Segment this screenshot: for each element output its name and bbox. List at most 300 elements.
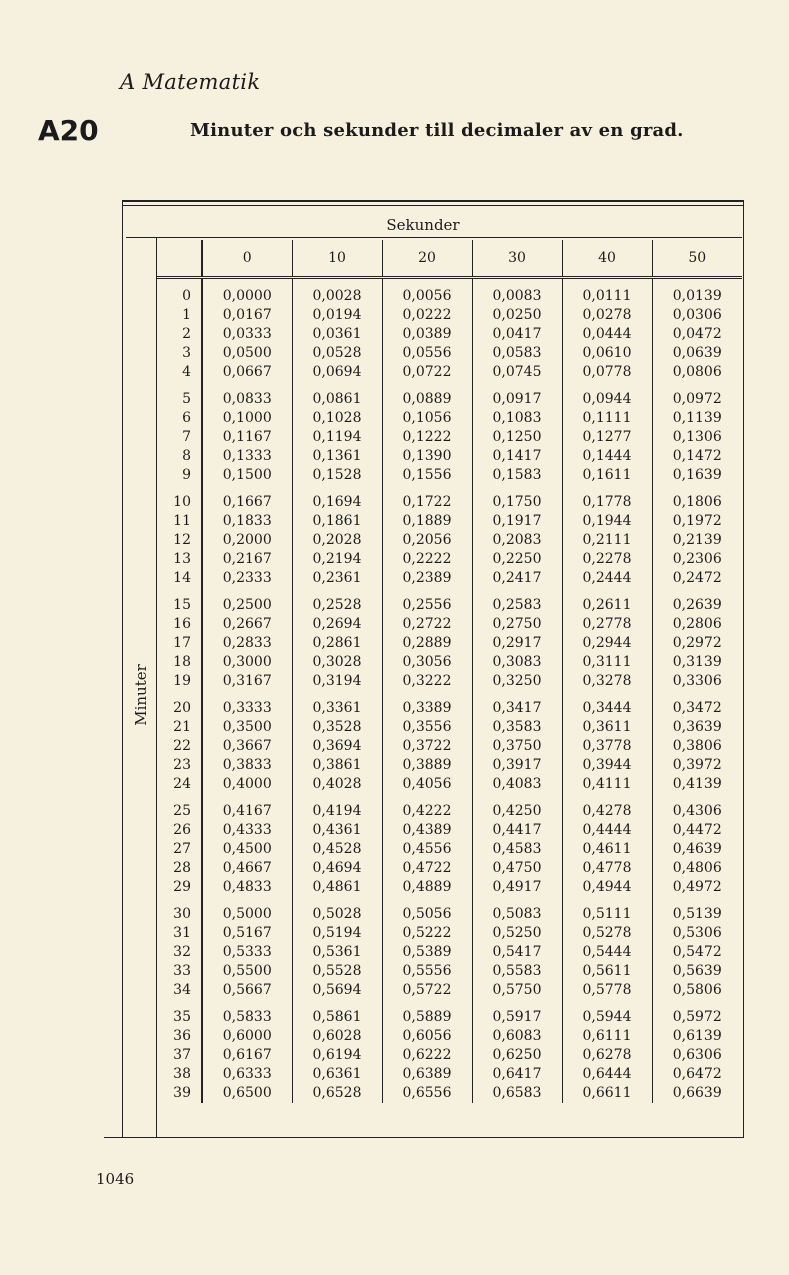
spacer-cell	[292, 588, 382, 596]
value-cell: 0,0167	[202, 306, 292, 325]
value-cell: 0,5944	[562, 1008, 652, 1027]
minute-cell: 8	[156, 447, 202, 466]
value-cell: 0,1806	[652, 493, 742, 512]
value-cell: 0,1611	[562, 466, 652, 485]
value-cell: 0,0278	[562, 306, 652, 325]
value-cell: 0,1694	[292, 493, 382, 512]
table-row	[156, 1046, 742, 1065]
value-cell: 0,5250	[472, 924, 562, 943]
value-cell: 0,4056	[382, 775, 472, 794]
value-cell: 0,4028	[292, 775, 382, 794]
table-row	[156, 531, 742, 550]
table-row	[156, 878, 742, 897]
value-cell: 0,4917	[472, 878, 562, 897]
value-cell: 0,4500	[202, 840, 292, 859]
spacer-cell	[562, 794, 652, 802]
spacer-cell	[202, 897, 292, 905]
value-cell: 0,1861	[292, 512, 382, 531]
spacer-cell	[292, 897, 382, 905]
value-cell: 0,4111	[562, 775, 652, 794]
minute-cell: 37	[156, 1046, 202, 1065]
value-cell: 0,5167	[202, 924, 292, 943]
value-cell: 0,4083	[472, 775, 562, 794]
value-cell: 0,2472	[652, 569, 742, 588]
spacer-cell	[202, 278, 292, 288]
value-cell: 0,2333	[202, 569, 292, 588]
value-cell: 0,3111	[562, 653, 652, 672]
spacer-cell	[382, 897, 472, 905]
value-cell: 0,1722	[382, 493, 472, 512]
value-cell: 0,5056	[382, 905, 472, 924]
value-cell: 0,0722	[382, 363, 472, 382]
spacer-cell	[562, 382, 652, 390]
value-cell: 0,0972	[652, 390, 742, 409]
value-cell: 0,0917	[472, 390, 562, 409]
table-row	[156, 596, 742, 615]
value-cell: 0,4667	[202, 859, 292, 878]
column-header-row	[156, 240, 742, 278]
table-row	[156, 390, 742, 409]
header-minutes-corner	[156, 240, 202, 278]
value-cell: 0,6306	[652, 1046, 742, 1065]
spacer-cell	[652, 588, 742, 596]
value-cell: 0,0944	[562, 390, 652, 409]
spacer-cell	[562, 1000, 652, 1008]
value-cell: 0,5194	[292, 924, 382, 943]
value-cell: 0,5361	[292, 943, 382, 962]
value-cell: 0,1361	[292, 447, 382, 466]
minute-cell: 20	[156, 699, 202, 718]
row-group-spacer	[156, 588, 742, 596]
spacer-cell	[156, 691, 202, 699]
value-cell: 0,3139	[652, 653, 742, 672]
value-cell: 0,5222	[382, 924, 472, 943]
value-cell: 0,5806	[652, 981, 742, 1000]
value-cell: 0,1083	[472, 409, 562, 428]
value-cell: 0,3861	[292, 756, 382, 775]
minute-cell: 33	[156, 962, 202, 981]
value-cell: 0,2139	[652, 531, 742, 550]
value-cell: 0,5444	[562, 943, 652, 962]
value-cell: 0,0083	[472, 287, 562, 306]
value-cell: 0,3083	[472, 653, 562, 672]
row-group-spacer	[156, 691, 742, 699]
spacer-cell	[562, 691, 652, 699]
value-cell: 0,2611	[562, 596, 652, 615]
value-cell: 0,6583	[472, 1084, 562, 1103]
value-cell: 0,4333	[202, 821, 292, 840]
value-cell: 0,4583	[472, 840, 562, 859]
spacer-cell	[156, 485, 202, 493]
value-cell: 0,4250	[472, 802, 562, 821]
value-cell: 0,3028	[292, 653, 382, 672]
value-cell: 0,6083	[472, 1027, 562, 1046]
value-cell: 0,1250	[472, 428, 562, 447]
value-cell: 0,5500	[202, 962, 292, 981]
value-cell: 0,3222	[382, 672, 472, 691]
column-header: 0	[202, 240, 292, 278]
value-cell: 0,3639	[652, 718, 742, 737]
minute-cell: 12	[156, 531, 202, 550]
value-cell: 0,0556	[382, 344, 472, 363]
value-cell: 0,5972	[652, 1008, 742, 1027]
table-row	[156, 1065, 742, 1084]
value-cell: 0,1222	[382, 428, 472, 447]
minute-cell: 26	[156, 821, 202, 840]
value-cell: 0,0639	[652, 344, 742, 363]
value-cell: 0,3806	[652, 737, 742, 756]
value-cell: 0,3972	[652, 756, 742, 775]
table-code: A20	[38, 114, 99, 147]
value-cell: 0,2583	[472, 596, 562, 615]
value-cell: 0,1000	[202, 409, 292, 428]
minute-cell: 24	[156, 775, 202, 794]
value-cell: 0,1333	[202, 447, 292, 466]
value-cell: 0,6472	[652, 1065, 742, 1084]
minute-cell: 34	[156, 981, 202, 1000]
spacer-cell	[292, 278, 382, 288]
value-cell: 0,3389	[382, 699, 472, 718]
value-cell: 0,4000	[202, 775, 292, 794]
value-cell: 0,3361	[292, 699, 382, 718]
value-cell: 0,0610	[562, 344, 652, 363]
spacer-cell	[382, 382, 472, 390]
value-cell: 0,6194	[292, 1046, 382, 1065]
minute-cell: 2	[156, 325, 202, 344]
value-cell: 0,5861	[292, 1008, 382, 1027]
spacer-cell	[652, 382, 742, 390]
value-cell: 0,4139	[652, 775, 742, 794]
value-cell: 0,1944	[562, 512, 652, 531]
table-row	[156, 943, 742, 962]
spacer-cell	[202, 382, 292, 390]
value-cell: 0,3000	[202, 653, 292, 672]
minute-cell: 14	[156, 569, 202, 588]
frame-bottom-border	[104, 1137, 744, 1138]
value-cell: 0,6333	[202, 1065, 292, 1084]
table-row	[156, 409, 742, 428]
value-cell: 0,0889	[382, 390, 472, 409]
table-row	[156, 962, 742, 981]
value-cell: 0,0250	[472, 306, 562, 325]
value-cell: 0,3556	[382, 718, 472, 737]
value-cell: 0,5778	[562, 981, 652, 1000]
value-cell: 0,4361	[292, 821, 382, 840]
value-cell: 0,2694	[292, 615, 382, 634]
section-title: A Matematik	[120, 70, 261, 94]
spacer-cell	[652, 794, 742, 802]
spacer-cell	[292, 1000, 382, 1008]
table-row	[156, 737, 742, 756]
value-cell: 0,4806	[652, 859, 742, 878]
value-cell: 0,5472	[652, 943, 742, 962]
value-cell: 0,5028	[292, 905, 382, 924]
minute-cell: 35	[156, 1008, 202, 1027]
value-cell: 0,1778	[562, 493, 652, 512]
table-body	[156, 278, 742, 1104]
value-cell: 0,3306	[652, 672, 742, 691]
value-cell: 0,2167	[202, 550, 292, 569]
row-group-spacer	[156, 485, 742, 493]
value-cell: 0,2417	[472, 569, 562, 588]
frame-right-border	[743, 200, 744, 1138]
value-cell: 0,1444	[562, 447, 652, 466]
value-cell: 0,6222	[382, 1046, 472, 1065]
spacer-cell	[202, 691, 292, 699]
spacer-cell	[472, 278, 562, 288]
value-cell: 0,4444	[562, 821, 652, 840]
value-cell: 0,4722	[382, 859, 472, 878]
value-cell: 0,5000	[202, 905, 292, 924]
minute-cell: 39	[156, 1084, 202, 1103]
spacer-cell	[652, 691, 742, 699]
minute-cell: 0	[156, 287, 202, 306]
minute-cell: 27	[156, 840, 202, 859]
table-row	[156, 802, 742, 821]
value-cell: 0,3611	[562, 718, 652, 737]
value-cell: 0,4194	[292, 802, 382, 821]
value-cell: 0,6250	[472, 1046, 562, 1065]
value-cell: 0,2389	[382, 569, 472, 588]
value-cell: 0,2444	[562, 569, 652, 588]
value-cell: 0,1917	[472, 512, 562, 531]
table-row	[156, 672, 742, 691]
table-row	[156, 287, 742, 306]
value-cell: 0,6278	[562, 1046, 652, 1065]
value-cell: 0,2722	[382, 615, 472, 634]
minute-cell: 5	[156, 390, 202, 409]
row-group-spacer	[156, 1000, 742, 1008]
value-cell: 0,2556	[382, 596, 472, 615]
minute-cell: 28	[156, 859, 202, 878]
value-cell: 0,6528	[292, 1084, 382, 1103]
value-cell: 0,6167	[202, 1046, 292, 1065]
value-cell: 0,5722	[382, 981, 472, 1000]
value-cell: 0,5306	[652, 924, 742, 943]
minute-cell: 32	[156, 943, 202, 962]
table-row	[156, 1027, 742, 1046]
value-cell: 0,0222	[382, 306, 472, 325]
value-cell: 0,5556	[382, 962, 472, 981]
value-cell: 0,3778	[562, 737, 652, 756]
value-cell: 0,4278	[562, 802, 652, 821]
value-cell: 0,2500	[202, 596, 292, 615]
minute-cell: 3	[156, 344, 202, 363]
column-header: 20	[382, 240, 472, 278]
value-cell: 0,4972	[652, 878, 742, 897]
value-cell: 0,3472	[652, 699, 742, 718]
table-row	[156, 1084, 742, 1103]
value-cell: 0,0417	[472, 325, 562, 344]
minute-cell: 19	[156, 672, 202, 691]
minute-cell: 9	[156, 466, 202, 485]
minute-cell: 16	[156, 615, 202, 634]
value-cell: 0,4417	[472, 821, 562, 840]
value-cell: 0,4944	[562, 878, 652, 897]
spacer-cell	[292, 691, 382, 699]
spacer-cell	[156, 588, 202, 596]
table-row	[156, 840, 742, 859]
spacer-cell	[292, 794, 382, 802]
table-row	[156, 325, 742, 344]
value-cell: 0,2833	[202, 634, 292, 653]
spacer-cell	[652, 485, 742, 493]
spacer-cell	[202, 485, 292, 493]
value-cell: 0,0389	[382, 325, 472, 344]
spacer-cell	[292, 382, 382, 390]
value-cell: 0,3917	[472, 756, 562, 775]
spacer-cell	[472, 588, 562, 596]
minute-cell: 30	[156, 905, 202, 924]
value-cell: 0,6611	[562, 1084, 652, 1103]
spacer-cell	[382, 794, 472, 802]
value-cell: 0,0528	[292, 344, 382, 363]
value-cell: 0,5583	[472, 962, 562, 981]
minute-cell: 23	[156, 756, 202, 775]
value-cell: 0,2361	[292, 569, 382, 588]
minute-cell: 17	[156, 634, 202, 653]
spacer-cell	[562, 278, 652, 288]
value-cell: 0,3889	[382, 756, 472, 775]
value-cell: 0,5417	[472, 943, 562, 962]
spacer-cell	[156, 794, 202, 802]
value-cell: 0,1972	[652, 512, 742, 531]
value-cell: 0,1750	[472, 493, 562, 512]
column-header: 40	[562, 240, 652, 278]
spacer-cell	[652, 1000, 742, 1008]
value-cell: 0,3444	[562, 699, 652, 718]
value-cell: 0,0861	[292, 390, 382, 409]
value-cell: 0,4389	[382, 821, 472, 840]
value-cell: 0,6028	[292, 1027, 382, 1046]
value-cell: 0,6556	[382, 1084, 472, 1103]
value-cell: 0,0333	[202, 325, 292, 344]
value-cell: 0,0306	[652, 306, 742, 325]
value-cell: 0,5667	[202, 981, 292, 1000]
value-cell: 0,5694	[292, 981, 382, 1000]
column-header: 30	[472, 240, 562, 278]
value-cell: 0,6111	[562, 1027, 652, 1046]
table-row	[156, 466, 742, 485]
value-cell: 0,5083	[472, 905, 562, 924]
minute-cell: 15	[156, 596, 202, 615]
top-rule	[122, 200, 744, 202]
value-cell: 0,5278	[562, 924, 652, 943]
spacer-cell	[472, 1000, 562, 1008]
table-row	[156, 775, 742, 794]
value-cell: 0,2278	[562, 550, 652, 569]
row-group-spacer	[156, 897, 742, 905]
table-row	[156, 756, 742, 775]
value-cell: 0,4556	[382, 840, 472, 859]
value-cell: 0,4694	[292, 859, 382, 878]
value-cell: 0,3056	[382, 653, 472, 672]
value-cell: 0,0583	[472, 344, 562, 363]
value-cell: 0,4222	[382, 802, 472, 821]
table-row	[156, 634, 742, 653]
minute-cell: 1	[156, 306, 202, 325]
table-row	[156, 306, 742, 325]
value-cell: 0,1277	[562, 428, 652, 447]
value-cell: 0,1500	[202, 466, 292, 485]
value-cell: 0,3583	[472, 718, 562, 737]
value-cell: 0,3333	[202, 699, 292, 718]
spacer-cell	[472, 485, 562, 493]
value-cell: 0,4778	[562, 859, 652, 878]
value-cell: 0,2972	[652, 634, 742, 653]
spacer-cell	[382, 278, 472, 288]
column-header: 10	[292, 240, 382, 278]
spacer-cell	[382, 691, 472, 699]
value-cell: 0,1306	[652, 428, 742, 447]
spacer-cell	[156, 1000, 202, 1008]
value-cell: 0,5639	[652, 962, 742, 981]
value-cell: 0,4833	[202, 878, 292, 897]
row-group-spacer	[156, 794, 742, 802]
value-cell: 0,4639	[652, 840, 742, 859]
spacer-cell	[472, 691, 562, 699]
minutes-group-label: Minuter	[132, 664, 150, 726]
value-cell: 0,2111	[562, 531, 652, 550]
value-cell: 0,1139	[652, 409, 742, 428]
value-cell: 0,5889	[382, 1008, 472, 1027]
value-cell: 0,0745	[472, 363, 562, 382]
value-cell: 0,3417	[472, 699, 562, 718]
value-cell: 0,5611	[562, 962, 652, 981]
value-cell: 0,2639	[652, 596, 742, 615]
value-cell: 0,5333	[202, 943, 292, 962]
value-cell: 0,0694	[292, 363, 382, 382]
table-row	[156, 615, 742, 634]
value-cell: 0,2528	[292, 596, 382, 615]
value-cell: 0,5139	[652, 905, 742, 924]
value-cell: 0,2944	[562, 634, 652, 653]
value-cell: 0,2250	[472, 550, 562, 569]
value-cell: 0,4889	[382, 878, 472, 897]
value-cell: 0,3944	[562, 756, 652, 775]
value-cell: 0,2222	[382, 550, 472, 569]
value-cell: 0,5750	[472, 981, 562, 1000]
value-cell: 0,0500	[202, 344, 292, 363]
value-cell: 0,0667	[202, 363, 292, 382]
value-cell: 0,2917	[472, 634, 562, 653]
value-cell: 0,0361	[292, 325, 382, 344]
spacer-cell	[202, 588, 292, 596]
value-cell: 0,6361	[292, 1065, 382, 1084]
value-cell: 0,1028	[292, 409, 382, 428]
value-cell: 0,2028	[292, 531, 382, 550]
value-cell: 0,2306	[652, 550, 742, 569]
table-row	[156, 718, 742, 737]
minute-cell: 10	[156, 493, 202, 512]
row-group-spacer	[156, 382, 742, 390]
table-row	[156, 905, 742, 924]
value-cell: 0,6500	[202, 1084, 292, 1103]
table-row	[156, 493, 742, 512]
row-group-spacer	[156, 278, 742, 288]
table-row	[156, 550, 742, 569]
value-cell: 0,3750	[472, 737, 562, 756]
minute-cell: 36	[156, 1027, 202, 1046]
spacer-cell	[202, 794, 292, 802]
value-cell: 0,4472	[652, 821, 742, 840]
table-row	[156, 859, 742, 878]
minute-cell: 11	[156, 512, 202, 531]
value-cell: 0,0000	[202, 287, 292, 306]
value-cell: 0,4528	[292, 840, 382, 859]
top-rule-thin	[122, 205, 744, 206]
seconds-group-label: Sekunder	[386, 216, 460, 234]
